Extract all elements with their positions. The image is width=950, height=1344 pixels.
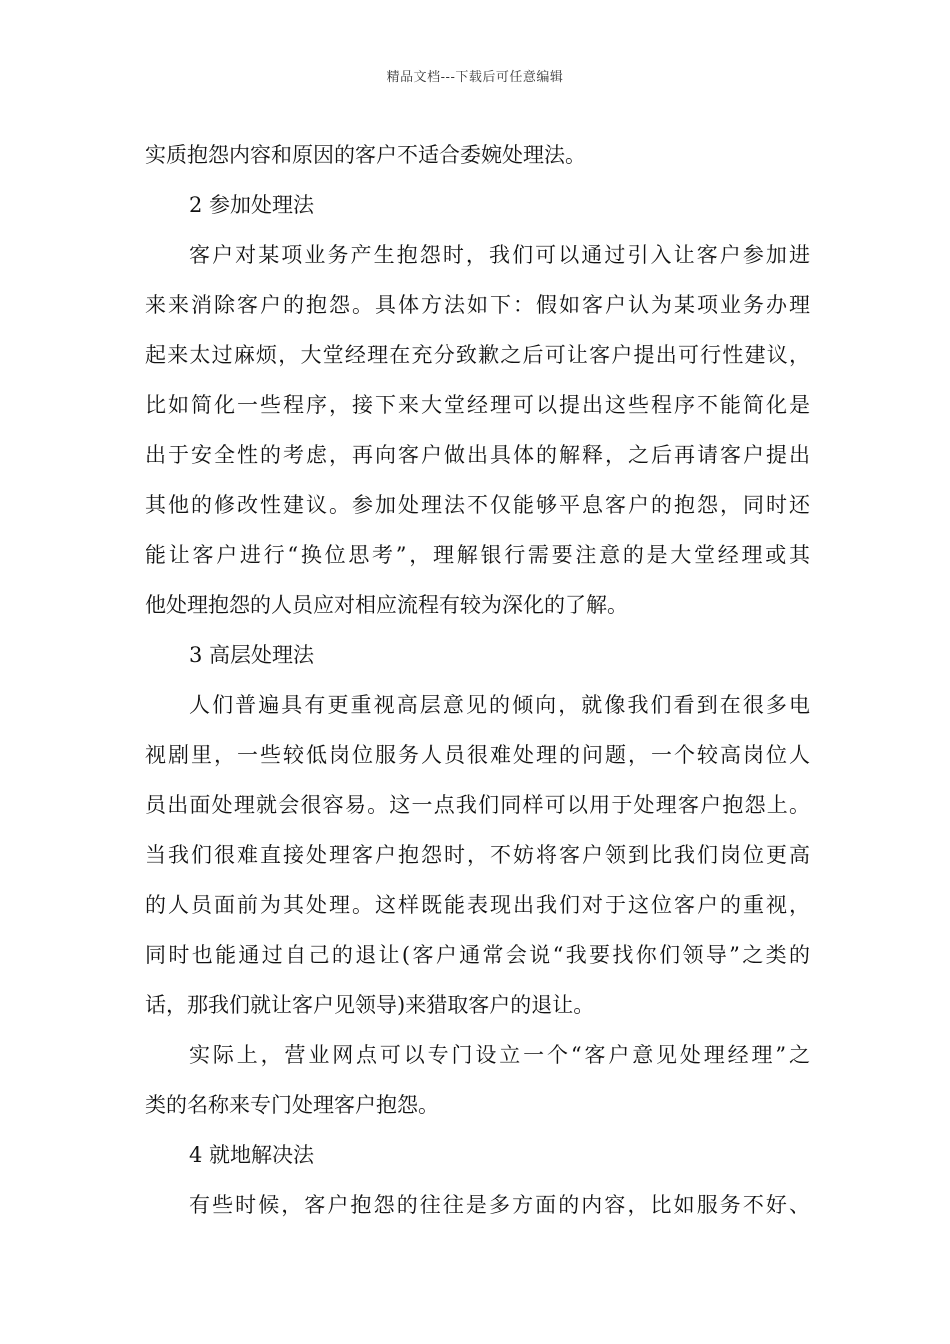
text-line: 实质抱怨内容和原因的客户不适合委婉处理法。 xyxy=(145,143,586,167)
text-line: 同时也能通过自己的退让(客户通常会说“我要找你们领导”之类的 xyxy=(145,943,810,967)
text-line: 当我们很难直接处理客户抱怨时，不妨将客户领到比我们岗位更高 xyxy=(145,843,810,867)
section-heading: 3 高层处理法 xyxy=(189,643,315,667)
text-line: 比如简化一些程序，接下来大堂经理可以提出这些程序不能简化是 xyxy=(145,393,810,417)
text-line: 出于安全性的考虑，再向客户做出具体的解释，之后再请客户提出 xyxy=(145,443,810,467)
section-heading: 4 就地解决法 xyxy=(189,1143,315,1167)
text-line: 话，那我们就让客户见领导)来猎取客户的退让。 xyxy=(145,993,595,1017)
section-heading: 2 参加处理法 xyxy=(189,193,315,217)
text-line: 起来太过麻烦，大堂经理在充分致歉之后可让客户提出可行性建议， xyxy=(145,343,810,367)
text-line: 视剧里，一些较低岗位服务人员很难处理的问题，一个较高岗位人 xyxy=(145,743,810,767)
text-line: 类的名称来专门处理客户抱怨。 xyxy=(145,1093,439,1117)
paragraph-first-line: 实际上，营业网点可以专门设立一个“客户意见处理经理”之 xyxy=(189,1043,810,1067)
text-line: 能让客户进行“换位思考”，理解银行需要注意的是大堂经理或其 xyxy=(145,543,810,567)
text-line: 他处理抱怨的人员应对相应流程有较为深化的了解。 xyxy=(145,593,628,617)
text-line: 其他的修改性建议。参加处理法不仅能够平息客户的抱怨，同时还 xyxy=(145,493,810,517)
text-line: 来来消除客户的抱怨。具体方法如下：假如客户认为某项业务办理 xyxy=(145,293,810,317)
body-text xyxy=(145,130,810,1230)
paragraph-first-line: 客户对某项业务产生抱怨时，我们可以通过引入让客户参加进 xyxy=(189,243,810,267)
text-line: 员出面处理就会很容易。这一点我们同样可以用于处理客户抱怨上。 xyxy=(145,793,810,817)
paragraph-first-line: 有些时候，客户抱怨的往往是多方面的内容，比如服务不好、 xyxy=(189,1193,810,1217)
text-line: 的人员面前为其处理。这样既能表现出我们对于这位客户的重视， xyxy=(145,893,810,917)
paragraph-first-line: 人们普遍具有更重视高层意见的倾向，就像我们看到在很多电 xyxy=(189,693,810,717)
page-header: 精品文档---下载后可任意编辑 xyxy=(386,70,564,85)
